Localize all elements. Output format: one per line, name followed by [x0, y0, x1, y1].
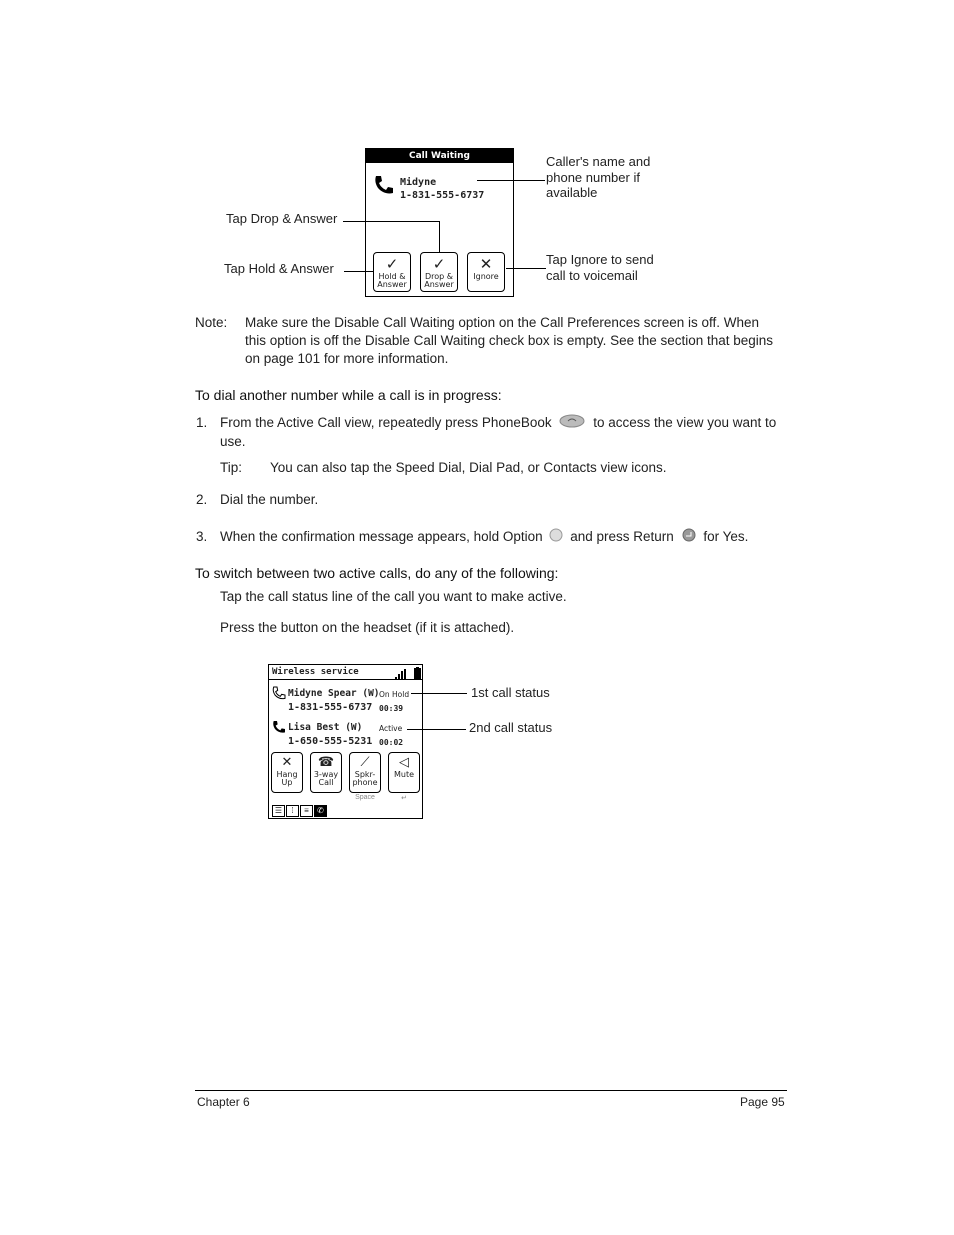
- signal-strength-icon: [395, 667, 409, 685]
- callout-hold-answer: Tap Hold & Answer: [224, 261, 334, 276]
- conference-phone-icon: ☎: [317, 755, 335, 770]
- mute-icon: ◁: [399, 755, 409, 770]
- call-1-number: 1-831-555-6737: [288, 702, 373, 713]
- check-icon: ✓: [385, 255, 399, 273]
- check-icon: ✓: [432, 255, 446, 273]
- caller-name: Midyne: [400, 177, 437, 188]
- footer-page-number: Page 95: [740, 1095, 785, 1109]
- call-1-name[interactable]: Midyne Spear (W): [288, 688, 380, 699]
- tip-label: Tip:: [220, 460, 243, 475]
- call-2-name[interactable]: Lisa Best (W): [288, 722, 363, 733]
- speakerphone-button[interactable]: ⟋ Spkr- phone: [349, 752, 381, 793]
- divider: [269, 679, 422, 680]
- phone-on-hold-icon: [271, 685, 287, 706]
- phonebook-button-icon: [559, 414, 585, 433]
- step-2-text: Dial the number.: [220, 492, 319, 507]
- step-number: 1.: [196, 415, 208, 430]
- battery-icon: [414, 666, 421, 684]
- mute-button[interactable]: ◁ Mute: [388, 752, 420, 793]
- callout-line: [439, 221, 440, 252]
- call-1-time: 00:39: [379, 704, 404, 713]
- space-shortcut-label: Space: [355, 794, 375, 801]
- return-key-icon: [682, 528, 696, 547]
- section-heading-dial-another: To dial another number while a call is in progress:: [195, 387, 502, 403]
- phone-active-icon: [271, 719, 287, 740]
- call-2-time: 00:02: [379, 738, 404, 747]
- phone-icon: [372, 173, 396, 202]
- hold-answer-button[interactable]: ✓ Hold & Answer: [373, 252, 411, 292]
- callout-drop-answer: Tap Drop & Answer: [226, 211, 338, 226]
- list-item: Tap the call status line of the call you want to make active.: [220, 589, 567, 604]
- call-waiting-title: Call Waiting: [366, 149, 513, 163]
- callout-line: [411, 693, 467, 694]
- close-icon: ✕: [479, 255, 493, 273]
- note-text: Make sure the Disable Call Waiting option on the Call Preferences screen is off. When this option is off the Disable Call Waiting check box is empty. See the section that begins on page 101 for more information.: [245, 315, 774, 366]
- call-2-number: 1-650-555-5231: [288, 736, 373, 747]
- active-calls-screen: [268, 664, 423, 819]
- speakerphone-icon: ⟋: [360, 755, 370, 770]
- callout-first-call-status: 1st call status: [471, 685, 550, 700]
- section-heading-switch-calls: To switch between two active calls, do any of the following:: [195, 565, 559, 581]
- caller-number: 1-831-555-6737: [400, 190, 485, 201]
- dial-pad-view-icon[interactable]: ⁞: [286, 805, 299, 817]
- callout-second-call-status: 2nd call status: [469, 720, 553, 735]
- step-3-text: When the confirmation message appears, hold Option and press Return for Yes.: [220, 528, 800, 547]
- return-shortcut-label: ↵: [401, 795, 407, 802]
- call-1-status[interactable]: On Hold: [379, 690, 410, 699]
- callout-line: [477, 180, 545, 181]
- call-2-status[interactable]: Active: [379, 724, 403, 733]
- callout-ignore: Tap Ignore to send call to voicemail: [546, 252, 654, 283]
- wireless-service-title: Wireless service: [272, 667, 359, 677]
- callout-line: [506, 268, 546, 269]
- contacts-view-icon[interactable]: ☰: [272, 805, 285, 817]
- speed-dial-view-icon[interactable]: ≡: [300, 805, 313, 817]
- close-icon: ✕: [281, 755, 293, 770]
- note-label: Note:: [195, 315, 228, 330]
- callout-line: [344, 271, 374, 272]
- three-way-call-button[interactable]: ☎ 3-way Call: [310, 752, 342, 793]
- step-1-text: From the Active Call view, repeatedly press PhoneBook to access the view you want to use.: [220, 415, 777, 449]
- footer-rule: [195, 1090, 787, 1091]
- step-number: 3.: [196, 529, 208, 544]
- ignore-button[interactable]: ✕ Ignore: [467, 252, 505, 292]
- active-call-view-icon[interactable]: ✆: [314, 805, 327, 817]
- footer-chapter: Chapter 6: [197, 1095, 250, 1109]
- hang-up-button[interactable]: ✕ Hang Up: [271, 752, 303, 793]
- callout-caller-info: Caller's name and phone number if available: [546, 154, 651, 200]
- step-number: 2.: [196, 492, 208, 507]
- list-item: Press the button on the headset (if it is attached).: [220, 620, 515, 635]
- option-key-icon: [549, 528, 563, 547]
- tip-text: You can also tap the Speed Dial, Dial Pad, or Contacts view icons.: [270, 460, 667, 475]
- callout-line: [407, 729, 466, 730]
- drop-answer-button[interactable]: ✓ Drop & Answer: [420, 252, 458, 292]
- callout-line: [343, 221, 440, 222]
